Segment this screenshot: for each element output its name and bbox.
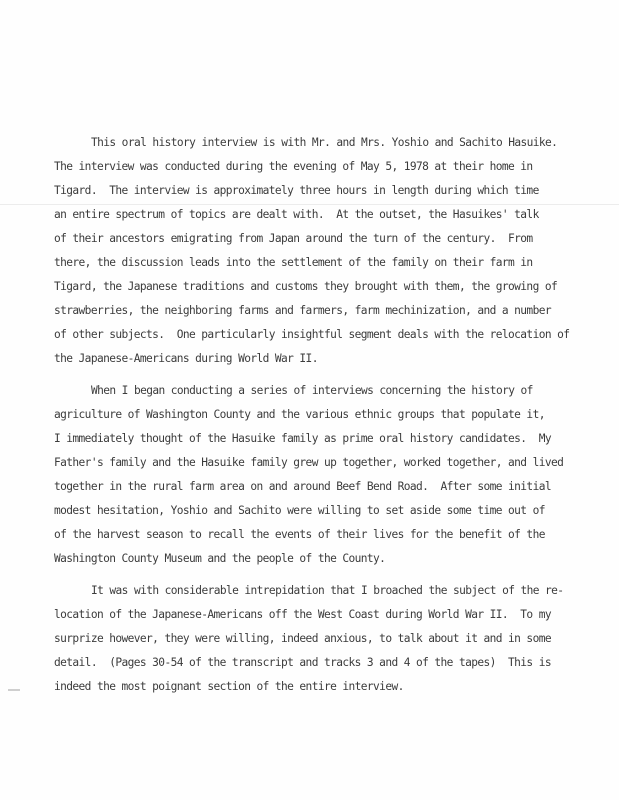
text-line: surprize however, they were willing, indeed anxious, to talk about it and in some <box>54 632 551 645</box>
text-line: Tigard, the Japanese traditions and customs they brought with them, the growing of <box>54 280 558 293</box>
text-line: of the harvest season to recall the events of their lives for the benefit of the <box>54 528 545 541</box>
text-line: Father's family and the Hasuike family grew up together, worked together, and lived <box>54 456 564 469</box>
text-line: location of the Japanese-Americans off the West Coast during World War II. To my <box>54 608 551 621</box>
text-line: detail. (Pages 30-54 of the transcript and tracks 3 and 4 of the tapes) This is <box>54 656 551 669</box>
text-line: When I began conducting a series of interviews concerning the history of <box>91 384 533 397</box>
margin-mark <box>8 689 20 691</box>
text-line: Tigard. The interview is approximately three hours in length during which time <box>54 184 539 197</box>
text-line: of their ancestors emigrating from Japan around the turn of the century. From <box>54 232 533 245</box>
text-line: agriculture of Washington County and the various ethnic groups that populate it, <box>54 408 545 421</box>
text-line: there, the discussion leads into the settlement of the family on their farm in <box>54 256 533 269</box>
text-line: strawberries, the neighboring farms and farmers, farm mechinization, and a number <box>54 304 551 317</box>
text-line: indeed the most poignant section of the entire interview. <box>54 680 404 693</box>
text-line: together in the rural farm area on and around Beef Bend Road. After some initial <box>54 480 551 493</box>
text-line: an entire spectrum of topics are dealt with. At the outset, the Hasuikes' talk <box>54 208 539 221</box>
text-line: The interview was conducted during the evening of May 5, 1978 at their home in <box>54 160 533 173</box>
text-line: modest hesitation, Yoshio and Sachito were willing to set aside some time out of <box>54 504 545 517</box>
text-line: I immediately thought of the Hasuike family as prime oral history candidates. My <box>54 432 551 445</box>
page-fold-line <box>0 204 619 205</box>
text-line: of other subjects. One particularly insightful segment deals with the relocation of <box>54 328 570 341</box>
text-line: Washington County Museum and the people of the County. <box>54 552 386 565</box>
text-line: It was with considerable intrepidation that I broached the subject of the re- <box>91 584 564 597</box>
text-line: This oral history interview is with Mr. and Mrs. Yoshio and Sachito Hasuike. <box>91 136 558 149</box>
text-line: the Japanese-Americans during World War II. <box>54 352 318 365</box>
